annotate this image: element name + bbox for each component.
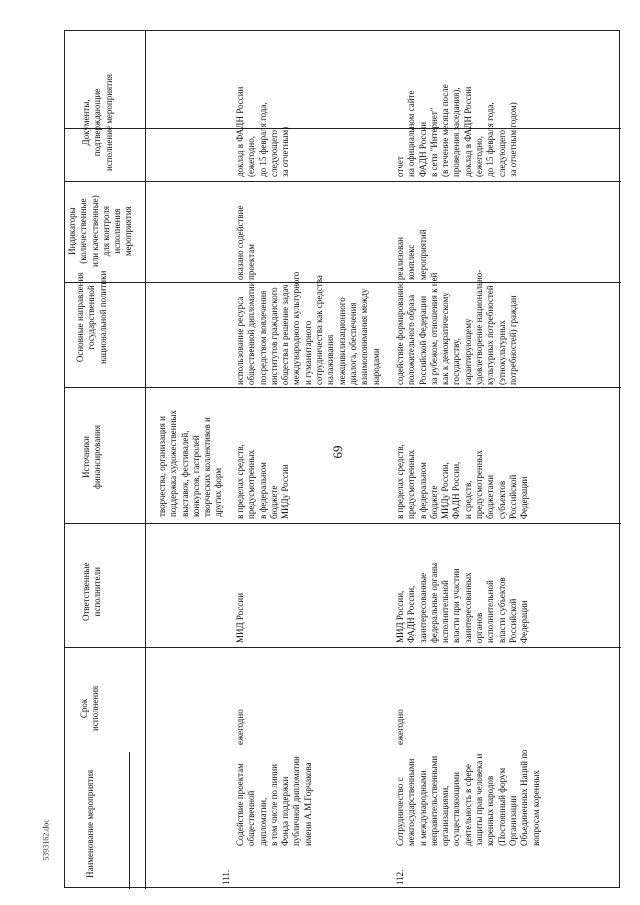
row-name: Сотрудничество с межгосударственными и международными неправительственными организациями, осуществляющими деятельность в сфере защиты прав человека и коренных народов (Постоянный форум Организации Объединенных Наций по вопросам коренных: [395, 749, 541, 846]
header-name: Наименование мероприятия: [85, 769, 95, 878]
header-executors: Ответственные исполнители: [81, 562, 103, 621]
row-financing: в пределах средств, предусмотренных в федеральном бюджете МИДу России: [235, 444, 291, 519]
row-number: 112.: [395, 869, 405, 885]
row-term: ежегодно: [395, 709, 405, 745]
column-divider: [65, 128, 621, 129]
row-financing: в пределах средств, предусмотренных в федеральном бюджете МИДу России, ФАДН России, и средств, предусмотренных бюджетами субъектов Российской Федерации: [395, 444, 530, 519]
row-indicators: реализован комплекс мероприятий: [395, 229, 428, 280]
column-divider: [65, 387, 621, 388]
column-divider: [65, 647, 621, 648]
continuation-directions: творчества, организация и поддержка художественных выставок, фестивалей, конкурсов, гастролей творческих коллективов и других форм: [157, 410, 224, 517]
page-number: 69: [330, 445, 345, 459]
header-directions: Основные направления государственной национальной политики: [75, 270, 108, 364]
measures-table: [64, 30, 620, 888]
row-documents: доклад в ФАДН России (ежегодно, до 15 февраля года, следующего за отчетным): [235, 86, 291, 177]
header-financing: Источники финансирования: [81, 425, 103, 489]
column-divider: [65, 181, 621, 182]
header-term: Срок исполнения: [79, 685, 101, 731]
column-divider: [65, 523, 621, 524]
row-documents: отчет на официальном сайте ФАДН России в сети "Интернет" (в течение месяца после проведения заседания), доклад в ФАДН России (ежегодно, до 15 февраля года, следующего за отчетным годом): [395, 84, 518, 177]
number-divider: [129, 752, 130, 889]
header-indicators: Индикаторы (количественные или качественные) для контроля исполнения мероприятия: [67, 195, 134, 267]
row-executors: МИД России, ФАДН России, заинтересованные федеральные органы исполнительной власти при участии заинтересованных органов исполнительной власти субъектов Российской Федерации: [395, 562, 530, 643]
row-executors: МИД России: [235, 592, 245, 643]
row-directions: использование ресурса общественной дипломатии посредством вовлечения институтов гражданского общества в решение задач международного культурного и гуманитарного сотрудничества как средства налаживания межцивилизационного диалога, обеспечения взаимопонимания между народами: [235, 271, 381, 385]
row-directions: содействие формированию положительного образа Российской Федерации за рубежом, отношения к ней как к демократическому государству, гарантирующему удовлетворение национально- культурных потребностей (этнокультурных потребностей) граждан: [395, 269, 518, 385]
row-name: Содействие проектам общественной дипломатии, в том числе по линии Фонда поддержки публичной дипломатии имени А.М.Горчакова: [235, 756, 313, 846]
header-documents: Документы, подтверждающие исполнение мероприятия: [81, 73, 114, 171]
row-term: ежегодно: [235, 709, 245, 745]
row-indicators: оказано содействие проектам: [235, 205, 257, 280]
row-number: 111.: [221, 869, 231, 885]
header-divider: [145, 31, 146, 889]
document-id: 5393162.doc: [41, 819, 51, 861]
